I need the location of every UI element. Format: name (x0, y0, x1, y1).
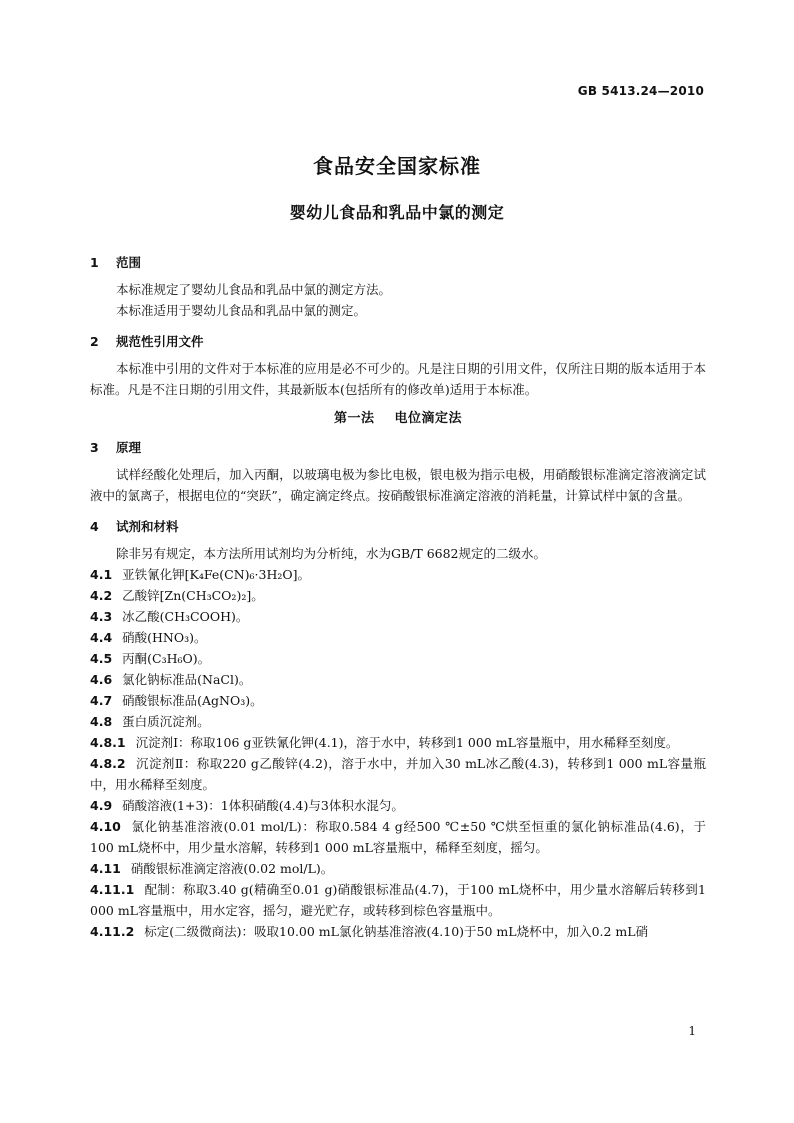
item-number: 4.11 (90, 861, 121, 876)
item-number: 4.9 (90, 798, 113, 813)
list-item (90, 711, 706, 732)
item-text: 硝酸溶液(1+3)：1体积硝酸(4.4)与3体积水混匀。 (122, 798, 404, 813)
method-title: 第一法 电位滴定法 (333, 411, 463, 426)
item-text: 标定(二级微商法)：吸取10.00 mL氯化钠基准溶液(4.10)于50 mL烧杯中，加入0.2 mL硝 (144, 924, 649, 939)
section-heading-principle (90, 437, 706, 458)
item-number: 4.8.1 (90, 735, 126, 750)
item-text: 冰乙酸(CH₃COOH)。 (122, 609, 249, 624)
section-title: 原理 (116, 440, 142, 455)
standard-code: GB 5413.24—2010 (577, 84, 704, 98)
item-text: 配制：称取3.40 g(精确至0.01 g)硝酸银标准品(4.7)，于100 mL烧杯中，用少量水溶解后转移到1 000 mL容量瓶中，用水定容，摇匀，避光贮存，或转移到棕色容量瓶中。 (90, 882, 706, 918)
item-number: 4.6 (90, 672, 113, 687)
item-number: 4.11.2 (90, 924, 135, 939)
item-text: 硝酸银标准滴定溶液(0.02 mol/L)。 (130, 861, 334, 876)
list-item (90, 753, 706, 795)
item-text: 硝酸银标准品(AgNO₃)。 (122, 693, 263, 708)
item-number: 4.8 (90, 714, 113, 729)
list-item (90, 648, 706, 669)
item-text: 沉淀剂Ⅰ：称取106 g亚铁氰化钾(4.1)，溶于水中，转移到1 000 mL容量瓶中，用水稀释至刻度。 (135, 735, 679, 750)
paragraph: 除非另有规定，本方法所用试剂均为分析纯，水为GB/T 6682规定的二级水。 (116, 546, 547, 561)
section-title: 规范性引用文件 (116, 334, 204, 349)
section-number: 1 (90, 255, 99, 270)
list-item (90, 858, 706, 879)
section-number: 3 (90, 440, 99, 455)
paragraph: 本标准中引用的文件对于本标准的应用是必不可少的。凡是注日期的引用文件，仅所注日期的版本适用于本标准。凡是不注日期的引用文件，其最新版本(包括所有的修改单)适用于本标准。 (90, 361, 706, 397)
list-item (90, 795, 706, 816)
paragraph: 试样经酸化处理后，加入丙酮，以玻璃电极为参比电极，银电极为指示电极，用硝酸银标准滴定溶液滴定试液中的氯离子，根据电位的“突跃”，确定滴定终点。按硝酸银标准滴定溶液的消耗量，计算试样中氯的含量。 (90, 467, 706, 503)
page-number: 1 (688, 1024, 696, 1038)
list-item (90, 690, 706, 711)
page-title: 食品安全国家标准 (313, 154, 481, 178)
section-number: 2 (90, 334, 99, 349)
section-number: 4 (90, 519, 99, 534)
list-item (90, 585, 706, 606)
item-number: 4.2 (90, 588, 113, 603)
list-item (90, 879, 706, 921)
paragraph: 本标准规定了婴幼儿食品和乳品中氯的测定方法。 (116, 282, 392, 297)
item-number: 4.4 (90, 630, 113, 645)
item-number: 4.8.2 (90, 756, 126, 771)
list-item (90, 732, 706, 753)
document-body (90, 252, 706, 942)
item-text: 硝酸(HNO₃)。 (122, 630, 207, 645)
section-heading-reagents (90, 516, 706, 537)
item-number: 4.1 (90, 567, 113, 582)
item-text: 蛋白质沉淀剂。 (122, 714, 210, 729)
list-item (90, 816, 706, 858)
list-item (90, 669, 706, 690)
list-item (90, 921, 706, 942)
section-heading-scope (90, 252, 706, 273)
item-text: 氯化钠基准溶液(0.01 mol/L)：称取0.584 4 g经500 ℃±50 ℃烘至恒重的氯化钠标准品(4.6)，于100 mL烧杯中，用少量水溶解，转移到1 000 mL容量瓶中，稀释至刻度，摇匀。 (90, 819, 706, 855)
item-text: 沉淀剂Ⅱ：称取220 g乙酸锌(4.2)，溶于水中，并加入30 mL冰乙酸(4.3)，转移到1 000 mL容量瓶中，用水稀释至刻度。 (90, 756, 706, 792)
item-text: 氯化钠标准品(NaCl)。 (122, 672, 252, 687)
page-subtitle: 婴幼儿食品和乳品中氯的测定 (289, 203, 505, 222)
item-text: 丙酮(C₃H₆O)。 (122, 651, 211, 666)
item-number: 4.10 (90, 819, 121, 834)
list-item (90, 627, 706, 648)
item-text: 乙酸锌[Zn(CH₃CO₂)₂]。 (122, 588, 264, 603)
item-number: 4.3 (90, 609, 113, 624)
item-number: 4.11.1 (90, 882, 135, 897)
item-number: 4.7 (90, 693, 113, 708)
list-item (90, 564, 706, 585)
item-number: 4.5 (90, 651, 113, 666)
section-heading-references (90, 331, 706, 352)
section-title: 范围 (116, 255, 142, 270)
section-title: 试剂和材料 (116, 519, 179, 534)
item-text: 亚铁氰化钾[K₄Fe(CN)₆·3H₂O]。 (122, 567, 310, 582)
list-item (90, 606, 706, 627)
paragraph: 本标准适用于婴幼儿食品和乳品中氯的测定。 (116, 303, 367, 318)
